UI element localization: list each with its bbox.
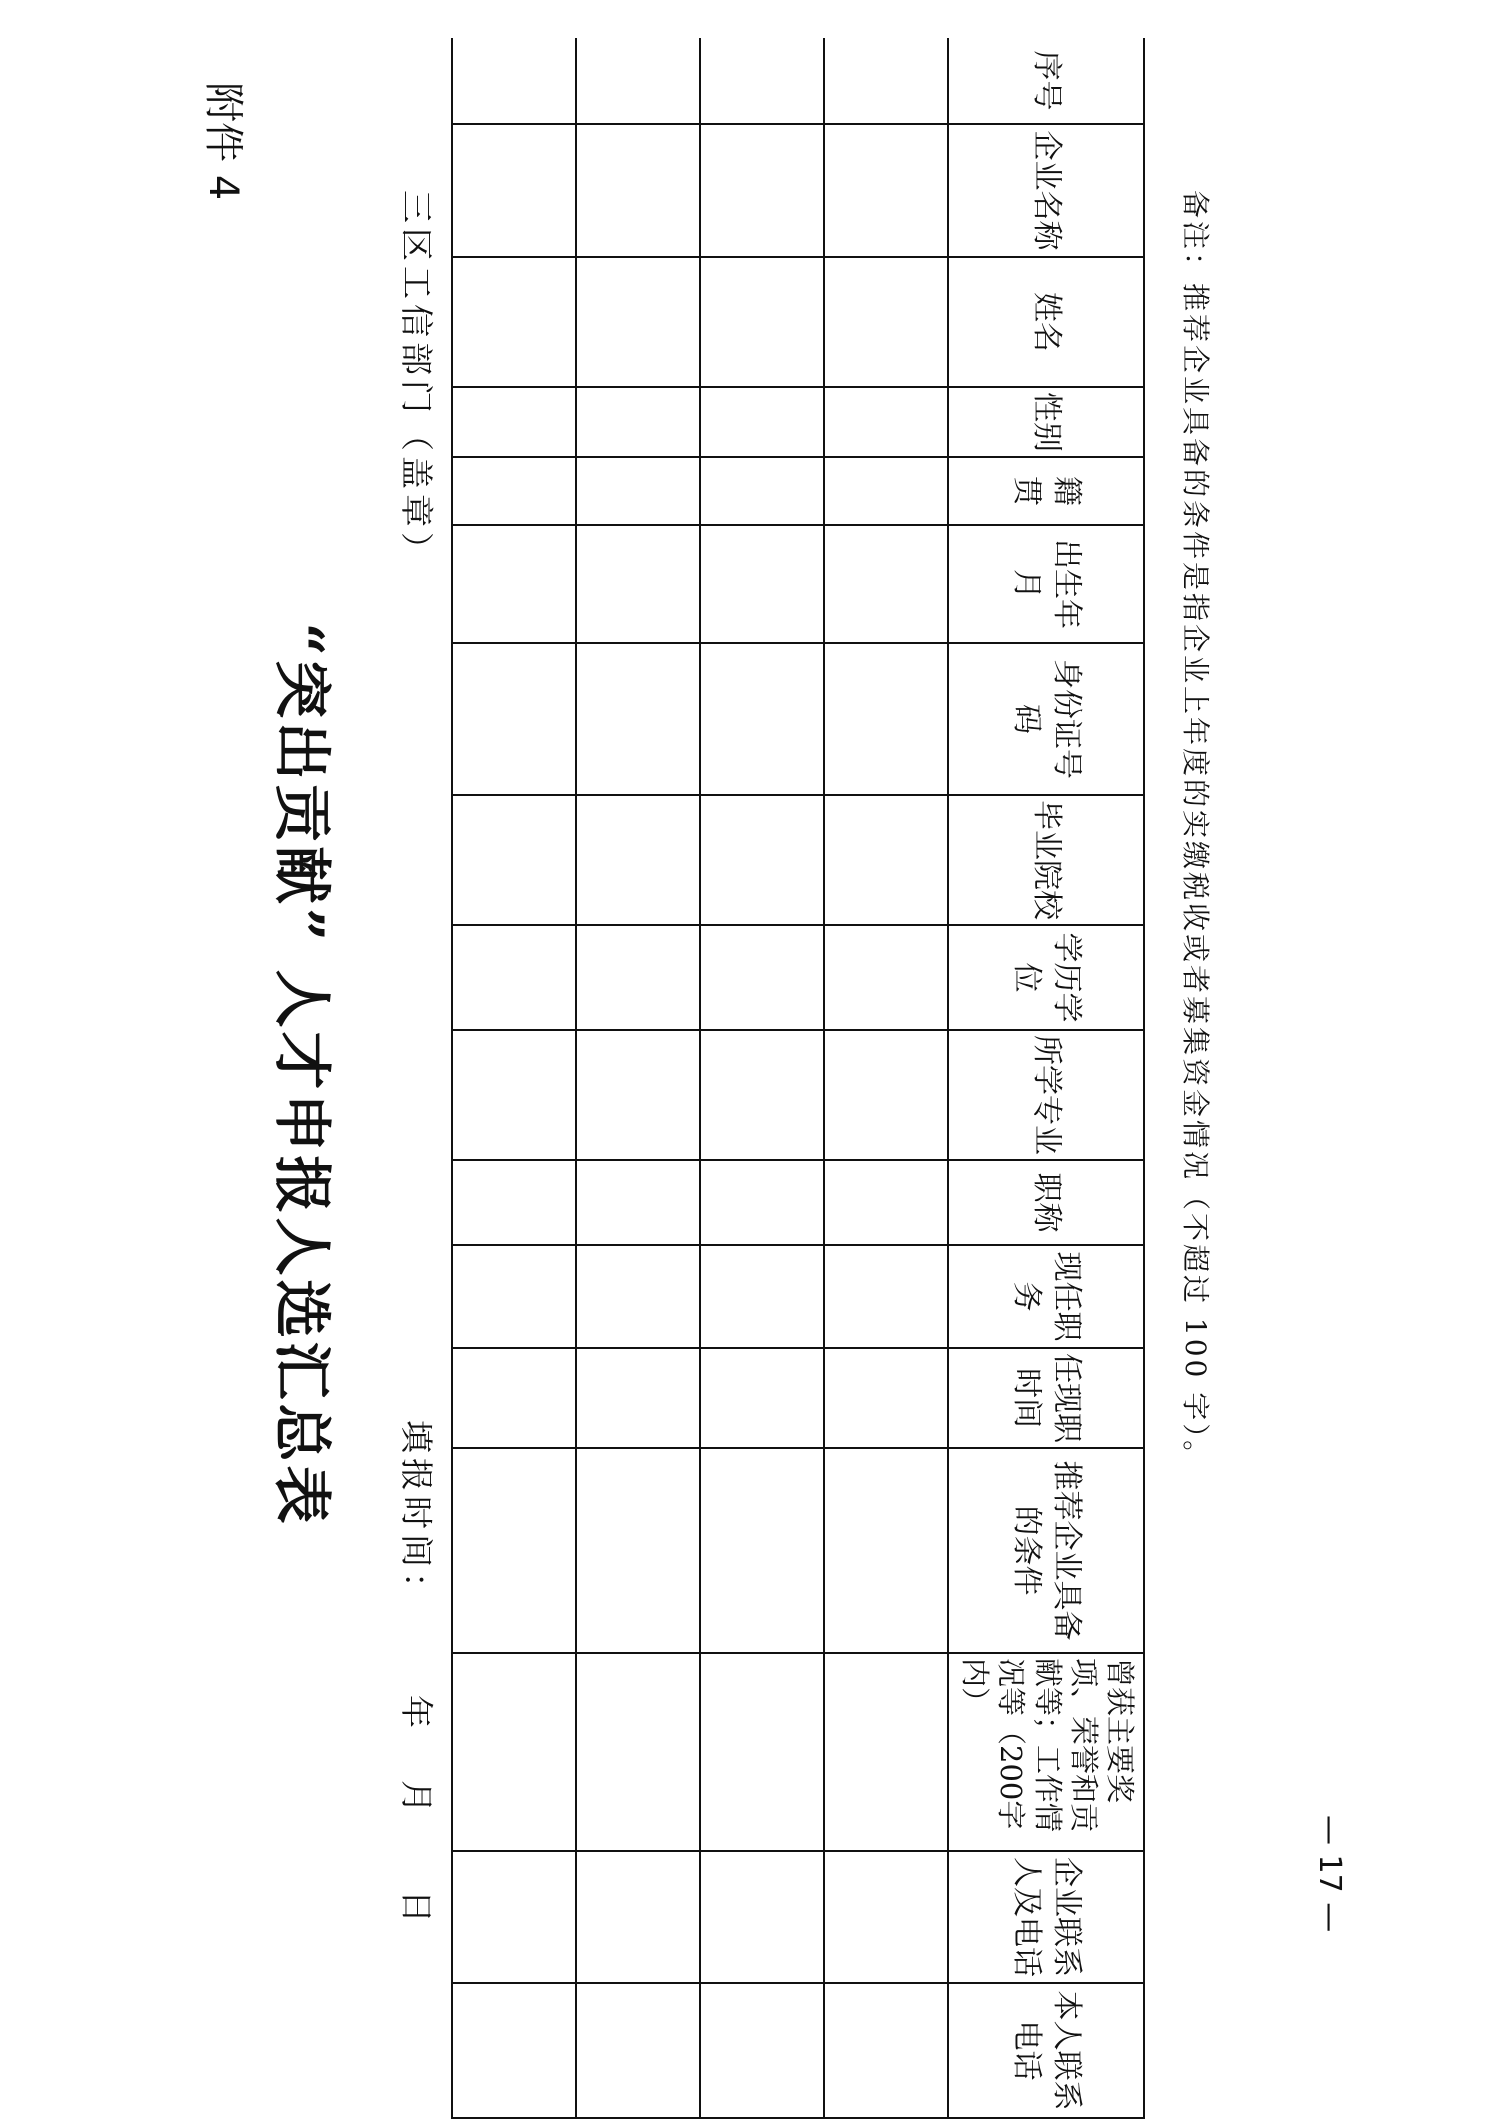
- cell-position-tenure: [576, 1348, 700, 1448]
- cell-awards-and-work: [700, 1653, 824, 1851]
- cell-major: [452, 1030, 576, 1160]
- cell-personal-phone: [700, 1983, 824, 2118]
- cell-personal-phone: [576, 1983, 700, 2118]
- cell-current-position: [824, 1245, 948, 1348]
- header-gender: 性别: [948, 387, 1144, 457]
- attachment-label: 附件 4: [200, 82, 246, 201]
- cell-serial-number: [824, 38, 948, 124]
- cell-awards-and-work: [576, 1653, 700, 1851]
- cell-current-position: [452, 1245, 576, 1348]
- cell-professional-title: [700, 1160, 824, 1245]
- cell-id-number: [576, 643, 700, 795]
- cell-position-tenure: [700, 1348, 824, 1448]
- cell-recommendation-conditions: [824, 1448, 948, 1653]
- cell-gender: [576, 387, 700, 457]
- cell-company-name: [452, 124, 576, 257]
- cell-company-contact: [700, 1851, 824, 1983]
- header-professional-title: 职称: [948, 1160, 1144, 1245]
- header-personal-phone: 本人联系电话: [948, 1983, 1144, 2118]
- cell-birth-date: [824, 525, 948, 643]
- table-header-row: [948, 38, 1144, 2118]
- table-row: [700, 38, 824, 2118]
- cell-serial-number: [700, 38, 824, 124]
- cell-education-degree: [576, 925, 700, 1030]
- cell-gender: [824, 387, 948, 457]
- cell-company-name: [824, 124, 948, 257]
- cell-serial-number: [576, 38, 700, 124]
- fill-time-label: 填报时间：: [397, 1420, 436, 1610]
- fill-time-month: 月: [397, 1780, 436, 1813]
- header-native-place: 籍贯: [948, 457, 1144, 525]
- cell-personal-phone: [452, 1983, 576, 2118]
- header-serial-number: 序号: [948, 38, 1144, 124]
- cell-major: [700, 1030, 824, 1160]
- cell-name: [824, 257, 948, 387]
- cell-major: [576, 1030, 700, 1160]
- cell-native-place: [700, 457, 824, 525]
- cell-major: [824, 1030, 948, 1160]
- header-major: 所学专业: [948, 1030, 1144, 1160]
- cell-education-degree: [824, 925, 948, 1030]
- cell-gender: [452, 387, 576, 457]
- fill-time-day: 日: [397, 1890, 436, 1923]
- footnote: 备注：推荐企业具备的条件是指企业上年度的实缴税收或者募集资金情况（不超过 100 字）。: [1179, 190, 1212, 1472]
- cell-name: [452, 257, 576, 387]
- header-awards-and-work: 曾获主要奖项、荣誉和贡献等；工作情况等（200字内）: [948, 1653, 1144, 1851]
- cell-professional-title: [576, 1160, 700, 1245]
- cell-recommendation-conditions: [452, 1448, 576, 1653]
- table-row: [824, 38, 948, 2118]
- cell-company-name: [576, 124, 700, 257]
- cell-graduate-school: [824, 795, 948, 925]
- table-row: [452, 38, 576, 2118]
- cell-recommendation-conditions: [576, 1448, 700, 1653]
- table-row: [576, 38, 700, 2118]
- cell-current-position: [576, 1245, 700, 1348]
- cell-native-place: [824, 457, 948, 525]
- header-company-name: 企业名称: [948, 124, 1144, 257]
- cell-serial-number: [452, 38, 576, 124]
- header-position-tenure: 任现职时间: [948, 1348, 1144, 1448]
- cell-professional-title: [452, 1160, 576, 1245]
- cell-awards-and-work: [452, 1653, 576, 1851]
- cell-position-tenure: [824, 1348, 948, 1448]
- summary-table: [451, 38, 1145, 2119]
- cell-graduate-school: [700, 795, 824, 925]
- department-seal-label: 三区工信部门（盖章）: [397, 190, 436, 570]
- cell-company-contact: [576, 1851, 700, 1983]
- cell-id-number: [452, 643, 576, 795]
- fill-time-year: 年: [397, 1695, 436, 1728]
- cell-name: [700, 257, 824, 387]
- cell-professional-title: [824, 1160, 948, 1245]
- cell-recommendation-conditions: [700, 1448, 824, 1653]
- cell-native-place: [576, 457, 700, 525]
- header-name: 姓名: [948, 257, 1144, 387]
- cell-name: [576, 257, 700, 387]
- form-title: “突出贡献” 人才申报人选汇总表: [268, 622, 336, 1528]
- cell-gender: [700, 387, 824, 457]
- cell-id-number: [700, 643, 824, 795]
- cell-current-position: [700, 1245, 824, 1348]
- header-graduate-school: 毕业院校: [948, 795, 1144, 925]
- header-id-number: 身份证号码: [948, 643, 1144, 795]
- cell-education-degree: [452, 925, 576, 1030]
- cell-awards-and-work: [824, 1653, 948, 1851]
- cell-graduate-school: [452, 795, 576, 925]
- header-company-contact: 企业联系人及电话: [948, 1851, 1144, 1983]
- cell-education-degree: [700, 925, 824, 1030]
- cell-position-tenure: [452, 1348, 576, 1448]
- cell-graduate-school: [576, 795, 700, 925]
- cell-id-number: [824, 643, 948, 795]
- page-number: — 17 —: [1312, 1815, 1347, 1933]
- cell-company-name: [700, 124, 824, 257]
- cell-company-contact: [452, 1851, 576, 1983]
- cell-personal-phone: [824, 1983, 948, 2118]
- header-current-position: 现任职务: [948, 1245, 1144, 1348]
- cell-birth-date: [700, 525, 824, 643]
- cell-birth-date: [576, 525, 700, 643]
- cell-native-place: [452, 457, 576, 525]
- cell-company-contact: [824, 1851, 948, 1983]
- header-education-degree: 学历学位: [948, 925, 1144, 1030]
- header-recommendation-conditions: 推荐企业具备的条件: [948, 1448, 1144, 1653]
- cell-birth-date: [452, 525, 576, 643]
- header-birth-date: 出生年月: [948, 525, 1144, 643]
